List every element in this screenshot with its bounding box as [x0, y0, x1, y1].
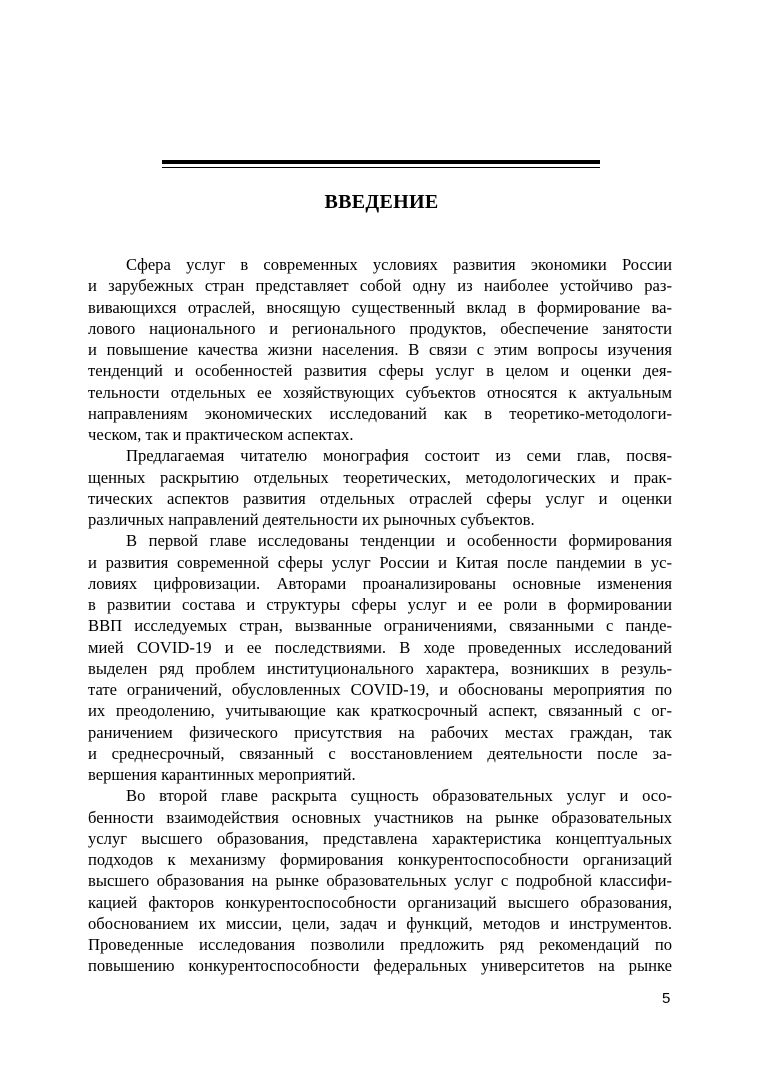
- text-line: тате ограничений, обусловленных COVID-19, и обоснованы мероприятия по: [88, 680, 672, 699]
- text-line: и развития современной сферы услуг России и Китая после пандемии в ус-: [88, 552, 672, 572]
- text-line: Во второй главе раскрыта сущность образовательных услуг и осо-: [126, 786, 672, 806]
- text-line: кацией факторов конкурентоспособности организаций высшего образования,: [88, 892, 672, 912]
- text-line: Проведенные исследования позволили предложить ряд рекомендаций по: [88, 935, 672, 954]
- text-line: Сфера услуг в современных условиях развития экономики России: [126, 255, 672, 274]
- text-line: и повышение качества жизни населения. В связи с этим вопросы изучения: [88, 340, 672, 359]
- text-line: тельности отдельных ее хозяйствующих субъектов относятся к актуальным: [88, 382, 672, 402]
- text-line: щенных раскрытию отдельных теоретических, методологических и прак-: [88, 467, 672, 487]
- text-line: обоснованием их миссии, цели, задач и функций, методов и инструментов.: [88, 913, 672, 933]
- text-line: направлениям экономических исследований как в теоретико-методологи-: [88, 403, 672, 423]
- text-line: Предлагаемая читателю монография состоит из семи глав, посвя-: [126, 446, 672, 466]
- text-line: и среднесрочный, связанный с восстановлением деятельности после за-: [88, 743, 672, 763]
- title-rule-thick: [162, 160, 600, 164]
- text-line: лового национального и регионального продуктов, обеспечение занятости: [88, 318, 672, 338]
- text-line: ловиях цифровизации. Авторами проанализированы основные изменения: [88, 573, 672, 593]
- paragraph-1: [88, 254, 672, 445]
- page-number: 5: [662, 990, 671, 1007]
- text-line: услуг высшего образования, представлена характеристика концептуальных: [88, 828, 672, 848]
- title-rule-thin: [162, 167, 600, 168]
- text-line: бенности взаимодействия основных участников на рынке образовательных: [88, 807, 672, 827]
- text-line: ческом, так и практическом аспектах.: [88, 425, 354, 444]
- text-line: вершения карантинных мероприятий.: [88, 765, 356, 784]
- paragraph-3: [88, 530, 672, 785]
- text-line: различных направлений деятельности их рыночных субъектов.: [88, 510, 535, 529]
- text-line: и зарубежных стран представляет собой одну из наиболее устойчиво раз-: [88, 276, 672, 296]
- text-line: вивающихся отраслей, вносящую существенный вклад в формирование ва-: [88, 297, 672, 317]
- text-line: в развитии состава и структуры сферы услуг и ее роли в формировании: [88, 595, 672, 614]
- text-line: тенденций и особенностей развития сферы услуг в целом и оценки дея-: [88, 361, 672, 381]
- page-title: ВВЕДЕНИЕ: [324, 191, 439, 213]
- text-line: раничением физического присутствия на рабочих местах граждан, так: [88, 722, 672, 742]
- body-text: [88, 254, 672, 977]
- text-line: повышению конкурентоспособности федеральных университетов на рынке: [88, 956, 672, 976]
- paragraph-2: [88, 445, 672, 530]
- text-line: подходов к механизму формирования конкурентоспособности организаций: [88, 850, 672, 869]
- text-line: тических аспектов развития отдельных отраслей сферы услуг и оценки: [88, 488, 672, 508]
- text-line: ВВП исследуемых стран, вызванные ограничениями, связанными с панде-: [88, 616, 672, 636]
- text-line: В первой главе исследованы тенденции и особенности формирования: [126, 531, 672, 551]
- text-line: выделен ряд проблем институционального характера, возникших в резуль-: [88, 658, 672, 678]
- text-line: высшего образования на рынке образовательных услуг с подробной классифи-: [88, 871, 672, 891]
- text-line: их преодолению, учитывающие как краткосрочный аспект, связанный с ог-: [88, 701, 672, 721]
- paragraph-4: [88, 785, 672, 976]
- text-line: мией COVID-19 и ее последствиями. В ходе проведенных исследований: [88, 637, 672, 657]
